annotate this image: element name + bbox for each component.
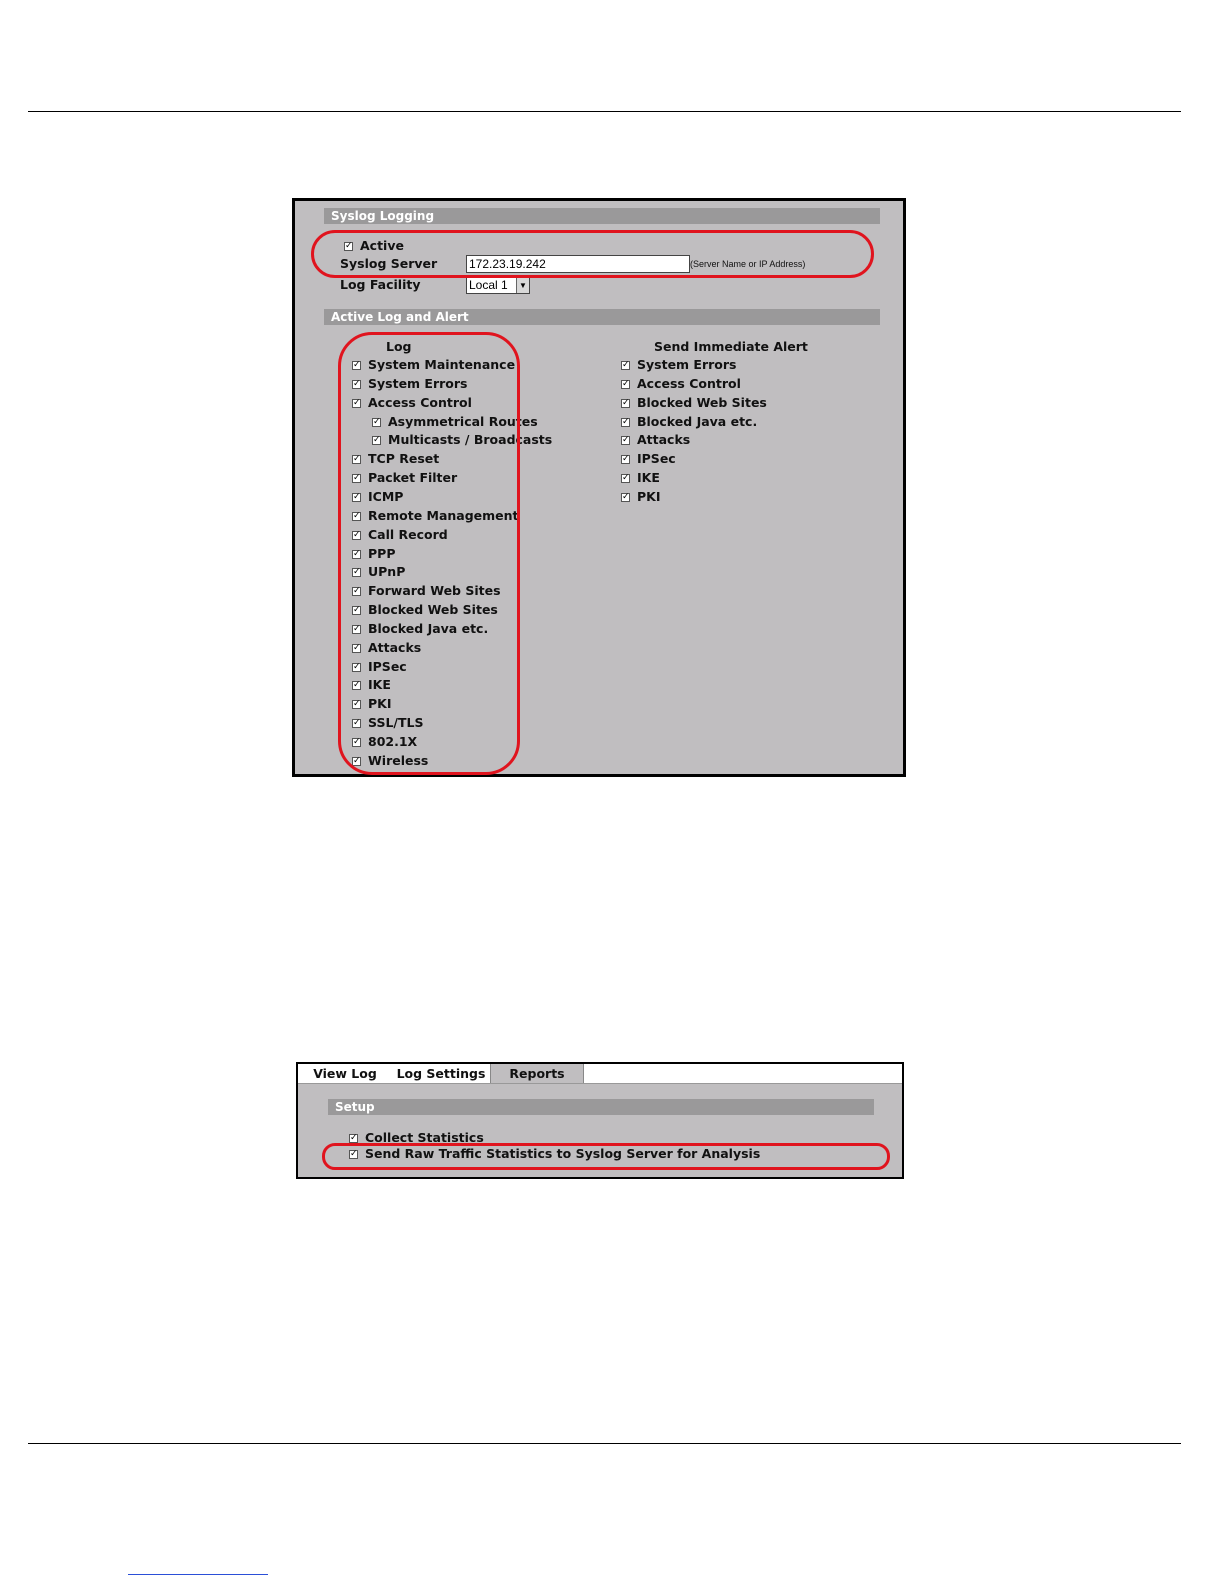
checkbox[interactable]	[352, 587, 361, 596]
checkbox[interactable]	[352, 738, 361, 747]
checkbox-label: Blocked Java etc.	[637, 413, 758, 429]
checkbox[interactable]	[352, 380, 361, 389]
checkbox-label: Call Record	[368, 526, 448, 542]
checkbox-label: Multicasts / Broadcasts	[388, 432, 553, 448]
checkbox-label: Remote Management	[368, 507, 519, 523]
alert-column-heading: Send Immediate Alert	[654, 339, 808, 354]
section-bar-setup: Setup	[328, 1099, 874, 1115]
syslog-server-label: Syslog Server	[340, 256, 438, 271]
checkbox[interactable]	[352, 493, 361, 502]
checkbox-label: Access Control	[637, 375, 741, 391]
checkbox[interactable]	[352, 606, 361, 615]
checkbox-label: Forward Web Sites	[368, 583, 501, 599]
tab-reports[interactable]: Reports	[490, 1064, 584, 1083]
checkbox[interactable]	[352, 455, 361, 464]
checkbox-label: IPSec	[368, 658, 407, 674]
checkbox-label: Attacks	[368, 639, 422, 655]
log-column-heading: Log	[386, 339, 412, 354]
section-bar-syslog-logging: Syslog Logging	[324, 208, 880, 224]
checkbox[interactable]	[352, 550, 361, 559]
checkbox[interactable]	[352, 719, 361, 728]
checkbox-label: IKE	[368, 677, 391, 693]
checkbox-label: IPSec	[637, 451, 676, 467]
checkbox-label: System Errors	[637, 357, 737, 372]
checkbox-label: System Maintenance	[368, 357, 516, 372]
active-label: Active	[360, 238, 404, 253]
checkbox[interactable]	[621, 493, 630, 502]
checkbox[interactable]	[352, 663, 361, 672]
checkbox-label: Blocked Java etc.	[368, 620, 489, 636]
syslog-logging-panel	[292, 198, 906, 777]
checkbox-label: ICMP	[368, 488, 404, 504]
checkbox[interactable]	[621, 399, 630, 408]
checkbox[interactable]	[352, 512, 361, 521]
collect-statistics-label: Collect Statistics	[365, 1130, 484, 1145]
active-checkbox[interactable]	[344, 242, 353, 251]
reports-panel	[296, 1062, 904, 1179]
checkbox[interactable]	[352, 531, 361, 540]
checkbox-label: Access Control	[368, 394, 472, 410]
checkbox-label: Wireless	[368, 752, 429, 768]
checkbox-label: TCP Reset	[368, 451, 440, 467]
collect-statistics-checkbox[interactable]	[349, 1134, 358, 1143]
send-raw-statistics-label: Send Raw Traffic Statistics to Syslog Server for Analysis	[365, 1146, 761, 1161]
checkbox-label: IKE	[637, 470, 660, 486]
tab-log-settings[interactable]: Log Settings	[396, 1066, 486, 1081]
checkbox-label: Packet Filter	[368, 470, 458, 486]
section-bar-active-log-alert: Active Log and Alert	[324, 309, 880, 325]
log-facility-value: Local 1	[469, 278, 508, 292]
checkbox[interactable]	[621, 418, 630, 427]
footer-link-underline	[128, 1574, 268, 1575]
checkbox[interactable]	[352, 625, 361, 634]
footer-rule	[28, 1443, 1181, 1444]
checkbox[interactable]	[621, 455, 630, 464]
checkbox-label: SSL/TLS	[368, 715, 424, 731]
checkbox[interactable]	[352, 644, 361, 653]
checkbox[interactable]	[352, 700, 361, 709]
syslog-server-input[interactable]: 172.23.19.242	[466, 255, 690, 273]
syslog-server-hint: (Server Name or IP Address)	[690, 259, 806, 269]
checkbox[interactable]	[352, 474, 361, 483]
checkbox-label: PPP	[368, 545, 396, 561]
checkbox-label: 802.1X	[368, 734, 418, 749]
header-rule	[28, 111, 1181, 112]
checkbox[interactable]	[352, 568, 361, 577]
checkbox-label: System Errors	[368, 375, 468, 391]
checkbox[interactable]	[352, 757, 361, 766]
checkbox[interactable]	[372, 436, 381, 445]
checkbox-label: Blocked Web Sites	[368, 602, 498, 618]
log-facility-select[interactable]	[466, 277, 530, 294]
checkbox[interactable]	[621, 436, 630, 445]
checkbox[interactable]	[352, 681, 361, 690]
checkbox[interactable]	[372, 418, 381, 427]
checkbox[interactable]	[352, 361, 361, 370]
checkbox-label: UPnP	[368, 564, 406, 580]
checkbox-label: Blocked Web Sites	[637, 394, 767, 410]
chevron-down-icon[interactable]: ▼	[516, 278, 529, 293]
checkbox[interactable]	[621, 361, 630, 370]
send-raw-statistics-checkbox[interactable]	[349, 1150, 358, 1159]
checkbox[interactable]	[352, 399, 361, 408]
tab-view-log[interactable]: View Log	[313, 1066, 377, 1081]
checkbox-label: Asymmetrical Routes	[388, 413, 538, 429]
checkbox[interactable]	[621, 474, 630, 483]
checkbox-label: PKI	[368, 696, 392, 712]
log-facility-label: Log Facility	[340, 277, 421, 292]
checkbox[interactable]	[621, 380, 630, 389]
checkbox-label: PKI	[637, 488, 661, 504]
tab-bar	[298, 1064, 902, 1084]
checkbox-label: Attacks	[637, 432, 691, 448]
